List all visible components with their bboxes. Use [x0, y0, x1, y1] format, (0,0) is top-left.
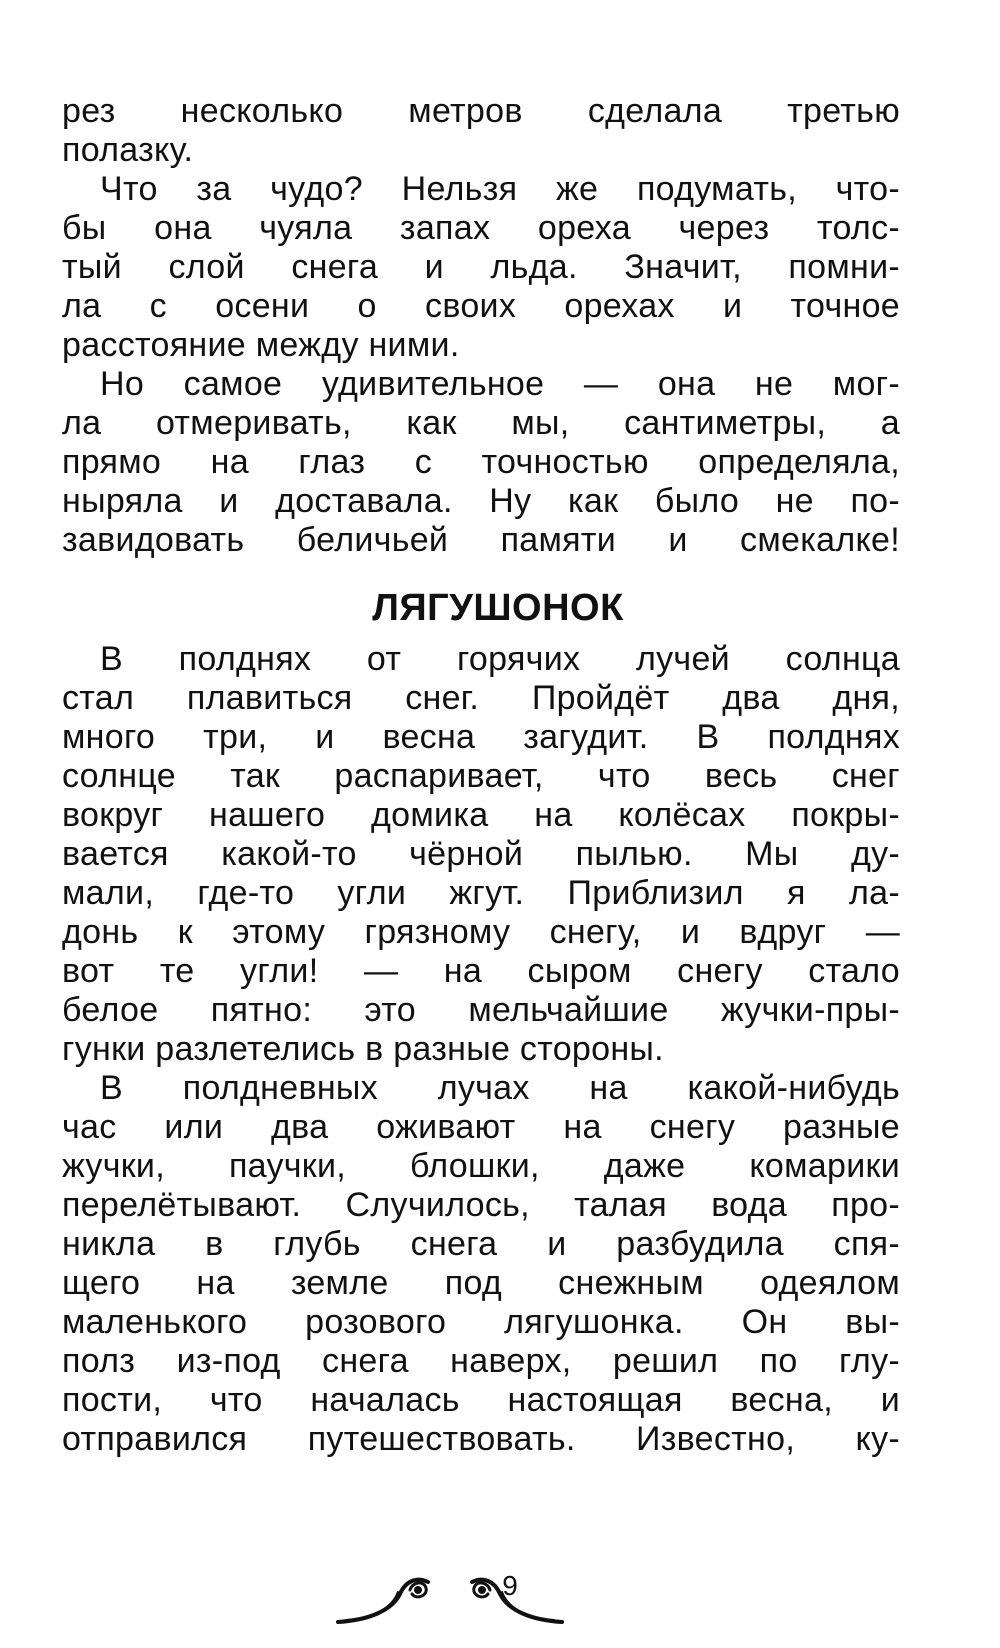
text-line: ныряла и доставала. Ну как было не по- — [62, 482, 900, 520]
text-line: В полдневных лучах на какой-нибудь — [100, 1069, 900, 1107]
paragraph-4 — [62, 640, 900, 1069]
text-line: вается какой-то чёрной пылью. Мы ду- — [62, 835, 900, 873]
text-line: тый слой снега и льда. Значит, помни- — [62, 248, 900, 286]
text-line: мали, где-то угли жгут. Приблизил я ла- — [62, 874, 900, 912]
text-line: никла в глубь снега и разбудила спя- — [62, 1225, 900, 1263]
text-line: Что за чудо? Нельзя же подумать, что- — [100, 170, 900, 208]
text-line: гунки разлетелись в разные стороны. — [62, 1030, 664, 1068]
text-line: ла с осени о своих орехах и точное — [62, 287, 900, 325]
text-line: Но самое удивительное — она не мог- — [100, 365, 900, 403]
text-line: белое пятно: это мельчайшие жучки-пры- — [62, 991, 900, 1029]
text-line: перелётывают. Случилось, талая вода про- — [62, 1186, 900, 1224]
page-text — [62, 92, 900, 1459]
page-number: 9 — [502, 1570, 518, 1601]
paragraph-3 — [62, 365, 900, 560]
text-line: щего на земле под снежным одеялом — [62, 1264, 900, 1302]
paragraph-2 — [62, 170, 900, 365]
text-line: расстояние между ними. — [62, 326, 460, 364]
text-line: много три, и весна загудит. В полднях — [62, 718, 900, 756]
text-line: жучки, паучки, блошки, даже комарики — [62, 1147, 900, 1185]
paragraph-1 — [62, 92, 900, 170]
text-line: маленького розового лягушонка. Он вы- — [62, 1303, 900, 1341]
text-line: полазку. — [62, 131, 194, 169]
paragraph-5 — [62, 1069, 900, 1459]
text-line: солнце так распаривает, что весь снег — [62, 757, 900, 795]
text-line: час или два оживают на снегу разные — [62, 1108, 900, 1146]
text-line: вокруг нашего домика на колёсах покры- — [62, 796, 900, 834]
text-line: донь к этому грязному снегу, и вдруг — — [62, 913, 900, 951]
text-line: завидовать беличьей памяти и смекалке! — [62, 521, 900, 559]
text-line: отправился путешествовать. Известно, ку- — [62, 1420, 900, 1458]
section-title: ЛЯГУШОНОК — [372, 587, 624, 629]
text-line: прямо на глаз с точностью определяла, — [62, 443, 900, 481]
text-line: В полднях от горячих лучей солнца — [100, 640, 900, 678]
text-line: бы она чуяла запах ореха через толс- — [62, 209, 900, 247]
text-line: рез несколько метров сделала третью — [62, 92, 900, 130]
text-line: стал плавиться снег. Пройдёт два дня, — [62, 679, 900, 717]
text-line: полз из-под снега наверх, решил по глу- — [62, 1342, 900, 1380]
text-line: вот те угли! — на сыром снегу стало — [62, 952, 900, 990]
text-line: ла отмеривать, как мы, сантиметры, а — [62, 404, 900, 442]
text-line: пости, что началась настоящая весна, и — [62, 1381, 900, 1419]
